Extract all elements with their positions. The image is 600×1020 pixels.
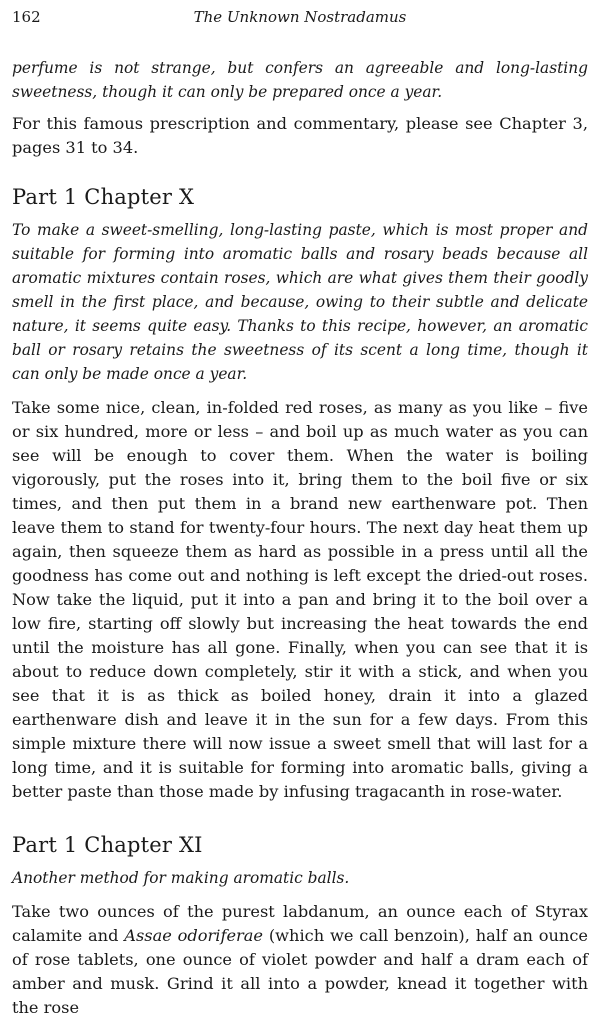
chapter-xi-recipe-part1: Take two ounces of the purest labdanum, an ounce each of Styrax calamite and <box>12 902 588 945</box>
chapter-xi-recipe-part2: (which we call benzoin), half an ounce of rose tablets, one ounce of violet powder and half a dram each of amber and musk. Grind it all into a powder, knead it together with the rose <box>12 926 588 1017</box>
chapter-x-recipe: Take some nice, clean, in-folded red roses, as many as you like – five or six hundred, more or less – and boil up as much water as you can see will be enough to cover them. When the water is boiling vigorously, put the roses into it, bring them to the boil five or six times, and then put them in a brand new earthenware pot. Then leave them to stand for twenty-four hours. The next day heat them up again, then squeeze them as hard as possible in a press until all the goodness has come out and nothing is left except the dried-out roses. Now take the liquid, put it into a pan and bring it to the boil over a low fire, starting off slowly but increasing the heat towards the end until the moisture has all gone. Finally, when you can see that it is about to reduce down completely, stir it with a stick, and when you see that it is as thick as boiled honey, drain it into a glazed earthenware dish and leave it in the sun for a few days. From this simple mixture there will now issue a sweet smell that will last for a long time, and it is suitable for forming into aromatic balls, giving a better paste than those made by infusing tragacanth in rose-water. <box>12 398 588 801</box>
page-body <box>12 56 588 1020</box>
intro-note-paragraph: For this famous prescription and commentary, please see Chapter 3, pages 31 to 34. <box>12 114 588 157</box>
chapter-xi-heading: Part 1 Chapter XI <box>12 833 203 857</box>
running-title: The Unknown Nostradamus <box>193 8 407 26</box>
page-number: 162 <box>12 8 41 26</box>
intro-italic-paragraph: perfume is not strange, but confers an agreeable and long-lasting sweetness, though it can only be prepared once a year. <box>12 59 588 101</box>
chapter-x-summary: To make a sweet-smelling, long-lasting paste, which is most proper and suitable for forming into aromatic balls and rosary beads because all aromatic mixtures contain roses, which are what gives them their goodly smell in the first place, and because, owing to their subtle and delicate nature, it seems quite easy. Thanks to this recipe, however, an aromatic ball or rosary retains the sweetness of its scent a long time, though it can only be made once a year. <box>12 221 588 383</box>
chapter-xi-recipe <box>12 900 588 1020</box>
chapter-xi-recipe-latin-term: Assae odoriferae <box>124 926 263 945</box>
running-head <box>12 8 588 34</box>
chapter-xi-summary: Another method for making aromatic balls. <box>12 869 350 887</box>
chapter-x-heading: Part 1 Chapter X <box>12 185 195 209</box>
